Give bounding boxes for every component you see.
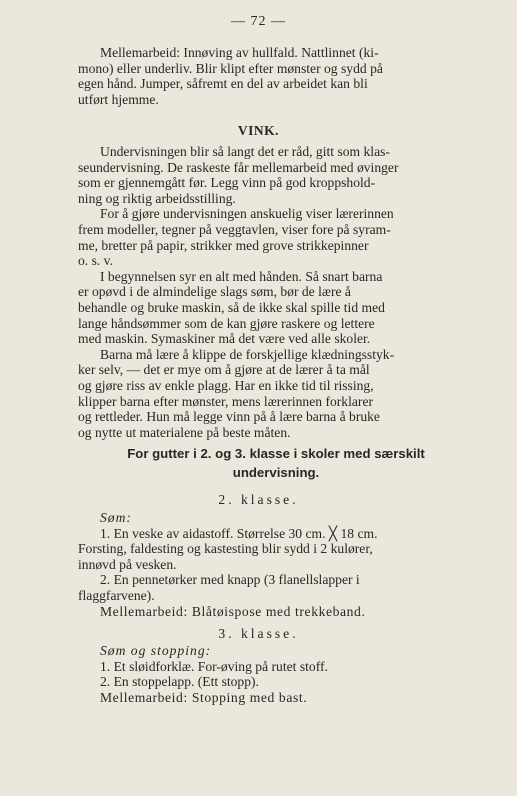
text-line: Barna må lære å klippe de forskjellige klædningsstyk- <box>100 346 395 362</box>
text-line: med maskin. Symaskiner må det være ved alle skoler. <box>78 331 371 347</box>
class-2-heading: 2. klasse. <box>218 492 299 507</box>
text-line: For å gjøre undervisningen anskuelig viser lærerinnen <box>100 206 394 222</box>
text-line: 1. Et sløidforklæ. For-øving på rutet stoff. <box>100 658 328 674</box>
text-line: 2. En pennetørker med knapp (3 flanellslapper i <box>100 572 360 588</box>
text-line: Forsting, faldesting og kastesting blir sydd i 2 kulører, <box>78 541 373 557</box>
text-line: Mellemarbeid: Blåtøispose med trekkeband. <box>100 603 366 619</box>
text-line: egen hånd. Jumper, såfremt en del av arbeidet kan bli <box>78 76 368 92</box>
page-number: — 72 — <box>231 14 286 29</box>
text-line: klipper barna efter mønster, mens lærerinnen forklarer <box>78 393 374 409</box>
text-line: lange håndsømmer som de kan gjøre raskere og lettere <box>78 315 375 331</box>
text-line: flaggfarvene). <box>78 587 155 603</box>
text-line: I begynnelsen syr en alt med hånden. Så snart barna <box>100 268 383 284</box>
text-line: ker selv, — det er mye om å gjøre at de lærer å ta mål <box>78 362 370 378</box>
text-line: som er gjennemgått før. Legg vinn på god kroppshold- <box>78 175 376 191</box>
text-line: utført hjemme. <box>78 91 159 107</box>
text-line: o. s. v. <box>78 253 113 269</box>
text-line: ning og riktig arbeidsstilling. <box>78 190 236 206</box>
class-3-section <box>78 643 474 705</box>
text-line: 2. En stoppelapp. (Ett stopp). <box>100 674 259 690</box>
subheading: Søm: <box>100 510 132 525</box>
text-line: 1. En veske av aidastoff. Størrelse 30 cm. ╳ 18 cm. <box>100 525 378 541</box>
intro-paragraph <box>78 45 474 107</box>
vink-section <box>78 144 474 440</box>
text-line: me, bretter på papir, strikker med grove strikkepinner <box>78 237 369 253</box>
text-line: Undervisningen blir så langt det er råd, gitt som klas- <box>100 144 390 159</box>
section-heading-line: For gutter i 2. og 3. klasse i skoler med særskilt <box>127 446 425 461</box>
class-2-section <box>78 510 474 619</box>
text-line: frem modeller, tegner på veggtavlen, viser fore på syram- <box>78 221 391 237</box>
text-line: og gjøre riss av enkle plagg. Har en ikke tid til rissing, <box>78 377 374 393</box>
text-line: er opøvd i de almindelige slags søm, bør de lære å <box>78 284 351 300</box>
subheading: Søm og stopping: <box>100 643 212 658</box>
vink-heading: VINK. <box>237 123 280 138</box>
text-line: og rettleder. Hun må legge vinn på å lære barna å bruke <box>78 409 380 425</box>
text-line: Mellemarbeid: Stopping med bast. <box>100 689 308 705</box>
section-heading <box>78 444 474 482</box>
text-line: og nytte ut materialene på beste måten. <box>78 424 291 440</box>
text-line: seundervisning. De raskeste får mellemarbeid med øvinger <box>78 159 399 175</box>
class-3-heading: 3. klasse. <box>218 626 299 641</box>
text-line: behandle og bruke maskin, så de ikke skal spille tid med <box>78 299 385 315</box>
text-line: mono) eller underliv. Blir klipt efter mønster og sydd på <box>78 60 383 76</box>
section-heading-line: undervisning. <box>232 465 320 480</box>
text-line: innøvd på vesken. <box>78 556 177 572</box>
text-line: Mellemarbeid: Innøving av hullfald. Nattlinnet (ki- <box>100 45 379 60</box>
